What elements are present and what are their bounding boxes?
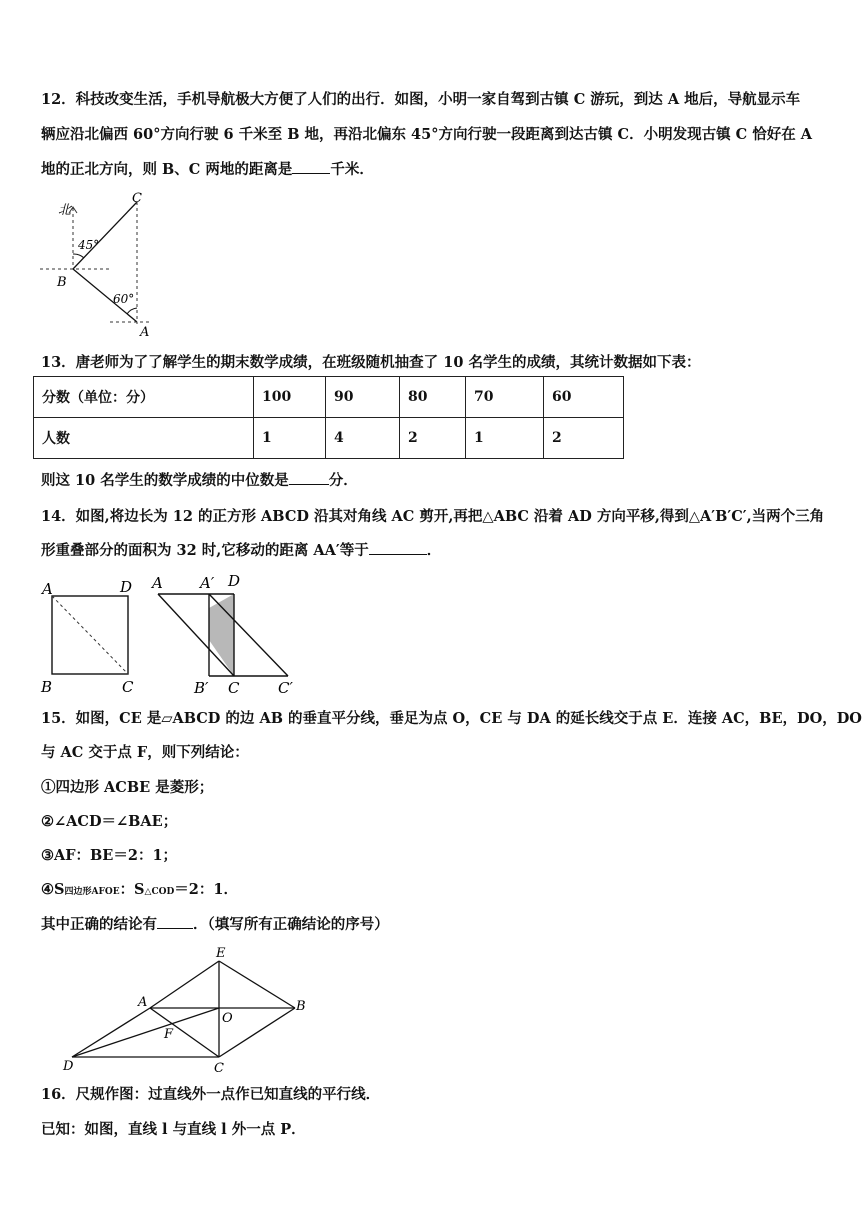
area-ratio-sep: ：S — [119, 881, 145, 898]
shift-a-label: A — [152, 574, 163, 592]
table-cell: 70 — [466, 377, 544, 418]
point-o-label: O — [222, 1011, 233, 1026]
q15-figure — [60, 944, 320, 1076]
angle-60-label: 60° — [113, 292, 135, 306]
table-cell: 2 — [544, 418, 624, 459]
point-c-label: C — [132, 191, 142, 206]
q14-figure-square — [36, 574, 146, 698]
table-cell: 90 — [326, 377, 400, 418]
point-f-label: F — [164, 1027, 174, 1042]
q15-line-1: 15．如图，CE 是▱ABCD 的边 AB 的垂直平分线，垂足为点 O，CE 与 DA 的延长线交于点 E．连接 AC，BE，DO，DO — [41, 710, 862, 727]
score-table — [33, 376, 624, 459]
q13-unit: 分． — [328, 472, 358, 489]
table-row — [34, 377, 624, 418]
table-cell: 2 — [400, 418, 466, 459]
table-cell: 1 — [466, 418, 544, 459]
q14-line-2 — [41, 540, 441, 561]
point-b-label: B — [57, 275, 67, 290]
q15-question — [41, 914, 389, 935]
q15-conclusion-4 — [41, 880, 238, 902]
answer-blank — [292, 159, 330, 174]
q12-line-3 — [41, 159, 374, 180]
q13-question — [41, 470, 358, 491]
point-e-label: E — [216, 946, 226, 961]
q15-conclusion-1: ①四边形 ACBE 是菱形； — [41, 779, 214, 796]
answer-blank — [157, 914, 193, 929]
answer-blank — [289, 470, 329, 485]
q12-unit: 千米． — [330, 161, 374, 178]
q12-question: 地的正北方向，则 B、C 两地的距离是 — [41, 161, 293, 178]
shift-b-prime-label: B′ — [194, 679, 209, 697]
q15-conclusion-2: ②∠ACD＝∠BAE； — [41, 813, 178, 830]
area-s-symbol: ④S — [41, 881, 65, 898]
q12-figure — [38, 192, 158, 338]
shift-c-prime-label: C′ — [278, 679, 293, 697]
table-row — [34, 418, 624, 459]
square-c-label: C — [122, 678, 134, 696]
q14-end: ． — [426, 542, 442, 559]
q15-question-note: ．（填写所有正确结论的序号） — [193, 916, 389, 933]
q16-line-2: 已知：如图，直线 l 与直线 l 外一点 P． — [41, 1121, 306, 1138]
table-cell: 80 — [400, 377, 466, 418]
q12-line-2: 辆应沿北偏西 60°方向行驶 6 千米至 B 地，再沿北偏东 45°方向行驶一段距离到达古镇 C．小明发现古镇 C 恰好在 A — [41, 126, 813, 143]
square-a-label: A — [42, 580, 53, 598]
table-cell: 4 — [326, 418, 400, 459]
shift-a-prime-label: A′ — [200, 574, 215, 592]
point-d-label: D — [63, 1059, 74, 1074]
answer-blank — [369, 540, 427, 555]
north-label: 北 — [58, 203, 72, 218]
q13-intro: 13．唐老师为了了解学生的期末数学成绩，在班级随机抽查了 10 名学生的成绩，其统计数据如下表： — [41, 354, 701, 371]
q15-question-text: 其中正确的结论有 — [41, 916, 157, 933]
table-header-cell: 分数（单位：分） — [34, 377, 254, 418]
q13-question-text: 则这 10 名学生的数学成绩的中位数是 — [41, 472, 289, 489]
q14-figure-shift — [148, 570, 308, 698]
q15-conclusion-3: ③AF：BE＝2：1； — [41, 847, 178, 864]
q12-line-1: 12．科技改变生活，手机导航极大方便了人们的出行．如图，小明一家自驾到古镇 C 游玩，到达 A 地后，导航显示车 — [41, 91, 801, 108]
area-subscript-tri: △COD — [144, 887, 175, 897]
point-a-label: A — [140, 325, 150, 340]
table-cell: 100 — [254, 377, 326, 418]
q16-line-1: 16．尺规作图：过直线外一点作已知直线的平行线． — [41, 1086, 381, 1103]
area-subscript-quad: 四边形AFOE — [64, 887, 120, 897]
table-cell: 1 — [254, 418, 326, 459]
point-c-label: C — [214, 1061, 224, 1076]
shift-d-label: D — [228, 572, 241, 590]
point-b-label: B — [296, 999, 306, 1014]
table-cell: 60 — [544, 377, 624, 418]
square-d-label: D — [120, 578, 133, 596]
area-ratio-end: ＝2：1． — [174, 881, 238, 898]
square-b-label: B — [41, 678, 53, 696]
q14-line-1: 14．如图,将边长为 12 的正方形 ABCD 沿其对角线 AC 剪开,再把△ABC 沿着 AD 方向平移,得到△A′B′C′,当两个三角 — [41, 508, 825, 525]
q15-line-2: 与 AC 交于点 F，则下列结论： — [41, 744, 249, 761]
q14-question: 形重叠部分的面积为 32 时,它移动的距离 AA′等于 — [41, 542, 369, 559]
point-a-label: A — [138, 995, 148, 1010]
angle-45-label: 45° — [78, 238, 100, 252]
shift-c-label: C — [228, 679, 240, 697]
table-header-cell: 人数 — [34, 418, 254, 459]
